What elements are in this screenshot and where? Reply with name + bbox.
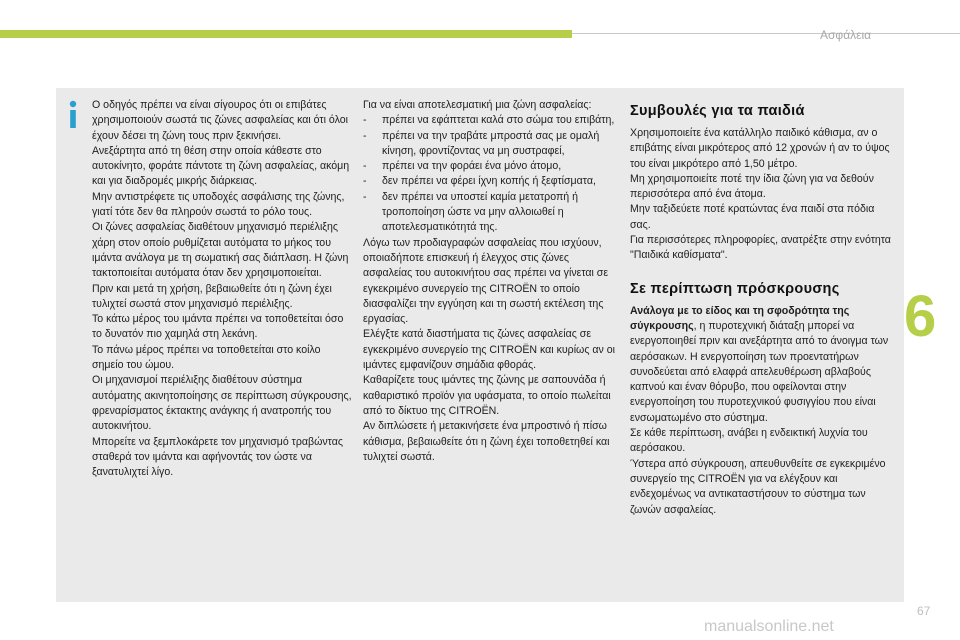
paragraph: Ανεξάρτητα από τη θέση στην οποία κάθεστε στο αυτοκίνητο, φοράτε πάντοτε τη ζώνη ασφαλείας, ακόμη και για διαδρομές μικρής διάρκειας. — [92, 144, 350, 188]
list-item: - δεν πρέπει να υποστεί καμία μετατροπή ή τροποποίηση ώστε να μην αλλοιωθεί η αποτελεσματικότητά της. — [363, 190, 578, 234]
column-right — [630, 98, 892, 518]
paragraph: Ανάλογα με το είδος και τη σφοδρότητα της σύγκρουσης, η πυροτεχνική διάταξη μπορεί να ενεργοποιηθεί πριν και ανεξάρτητα από το άνοιγμα των αερόσακων. Η ενεργοποίηση των προεντατήρων συνοδεύεται από ελαφρά απελευθέρωση αβλαβούς καπνού και έναν θόρυβο, που οφείλονται στην ενεργοποίηση του πυροτεχνικού φυσιγγίου που είναι ενσωματωμένο στο σύστημα. — [630, 304, 889, 424]
paragraph: Καθαρίζετε τους ιμάντες της ζώνης με σαπουνάδα ή καθαριστικό προϊόν για υφάσματα, το οποίο πωλείται από το δίκτυο της CITROËN. — [363, 374, 611, 417]
paragraph: Μην αντιστρέφετε τις υποδοχές ασφάλισης της ζώνης, γιατί τότε δεν θα πληρούν σωστά το ρόλο τους. — [92, 190, 345, 219]
paragraph: Μη χρησιμοποιείτε ποτέ την ίδια ζώνη για να δεθούν περισσότερα από ένα άτομα. — [630, 172, 874, 201]
paragraph: Ελέγξτε κατά διαστήματα τις ζώνες ασφαλείας σε εγκεκριμένο συνεργείο της CITROËN και κυρίως αν οι ιμάντες εμφανίζουν σημάδια φθοράς. — [363, 328, 615, 372]
section-title: Ασφάλεια — [820, 28, 872, 42]
heading-impact: Σε περίπτωση πρόσκρουσης — [630, 280, 840, 297]
page-number: 67 — [917, 604, 931, 618]
heading-children-advice: Συμβουλές για τα παιδιά — [630, 103, 805, 119]
paragraph: Το κάτω μέρος του ιμάντα πρέπει να τοποθετείται όσο το δυνατόν πιο χαμηλά στη λεκάνη. — [92, 313, 344, 341]
paragraph: Μην ταξιδεύετε ποτέ κρατώντας ένα παιδί στα πόδια σας. — [630, 203, 875, 231]
watermark: manualsonline.net — [704, 618, 834, 635]
header-accent-bar — [0, 30, 572, 38]
list-item: - δεν πρέπει να φέρει ίχνη κοπής ή ξεφτίσματα, — [363, 175, 596, 188]
column-left — [92, 98, 354, 480]
paragraph: Σε κάθε περίπτωση, ανάβει η ενδεικτική λυχνία του αερόσακου. — [630, 427, 868, 455]
paragraph: Το πάνω μέρος πρέπει να τοποθετείται στο κοίλο σημείο του ώμου. — [92, 343, 321, 372]
paragraph: Αν διπλώσετε ή μετακινήσετε ένα μπροστινό ή πίσω κάθισμα, βεβαιωθείτε ότι η ζώνη έχει τοποθετηθεί και τυλιχτεί σωστά. — [363, 420, 610, 463]
list-item: - πρέπει να εφάπτεται καλά στο σώμα του επιβάτη, — [363, 114, 615, 127]
bold-lead: Ανάλογα με το είδος και τη σφοδρότητα της σύγκρουσης — [630, 304, 850, 332]
paragraph: Λόγω των προδιαγραφών ασφαλείας που ισχύουν, οποιαδήποτε επισκευή ή έλεγχος στις ζώνες ασφαλείας του αυτοκινήτου σας πρέπει να γίνεται σε εγκεκριμένο συνεργείο της CITROËN το οποίο διασφαλίζει την εγγύηση και τη σωστή εκτέλεση της εργασίας. — [363, 236, 609, 326]
list-item: - πρέπει να την τραβάτε μπροστά σας με ομαλή κίνηση, φροντίζοντας να μη συστραφεί, — [363, 129, 600, 157]
paragraph: Για περισσότερες πληροφορίες, ανατρέξτε στην ενότητα "Παιδικά καθίσματα". — [630, 234, 891, 262]
paragraph: Πριν και μετά τη χρήση, βεβαιωθείτε ότι η ζώνη έχει τυλιχτεί σωστά στον μηχανισμό περιέλιξης. — [92, 282, 332, 310]
info-icon — [63, 98, 83, 132]
paragraph: Μπορείτε να ξεμπλοκάρετε τον μηχανισμό τραβώντας σταθερά τον ιμάντα και αφήνοντάς τον ώστε να ξανατυλιχτεί λίγο. — [92, 435, 343, 479]
header-rule — [572, 33, 960, 34]
paragraph: Οι ζώνες ασφαλείας διαθέτουν μηχανισμό περιέλιξης χάρη στον οποίο ρυθμίζεται αυτόματα το μήκος του ιμάντα ανάλογα με τη σωματική σας διάπλαση. Η ζώνη τακτοποιείται αυτόματα όταν δεν χρησιμοποιείται. — [92, 221, 349, 280]
paragraph: Για να είναι αποτελεσματική μια ζώνη ασφαλείας: — [363, 99, 592, 111]
chapter-number: 6 — [904, 284, 937, 349]
list-item: - πρέπει να την φοράει ένα μόνο άτομο, — [363, 160, 562, 173]
paragraph: Οι μηχανισμοί περιέλιξης διαθέτουν σύστημα αυτόματης ακινητοποίησης σε περίπτωση σύγκρουσης, φρεναρίσματος έκτακτης ανάγκης ή ανατροπής του αυτοκινήτου. — [92, 374, 352, 433]
paragraph: Ύστερα από σύγκρουση, απευθυνθείτε σε εγκεκριμένο συνεργείο της CITROËN για να ελέγξουν και ενδεχομένως να αντικαταστήσουν το σύστημα των ζωνών ασφαλείας. — [630, 457, 886, 516]
paragraph: Χρησιμοποιείτε ένα κατάλληλο παιδικό κάθισμα, αν ο επιβάτης είναι μικρότερος από 12 χρονών ή αν το ύψος του είναι μικρότερο από 1,50 μέτρο. — [630, 127, 890, 170]
column-middle — [363, 98, 621, 465]
paragraph: Ο οδηγός πρέπει να είναι σίγουρος ότι οι επιβάτες χρησιμοποιούν σωστά τις ζώνες ασφαλείας και ότι όλοι έχουν δέσει τη ζώνη τους πριν ξεκινήσει. — [92, 99, 348, 142]
